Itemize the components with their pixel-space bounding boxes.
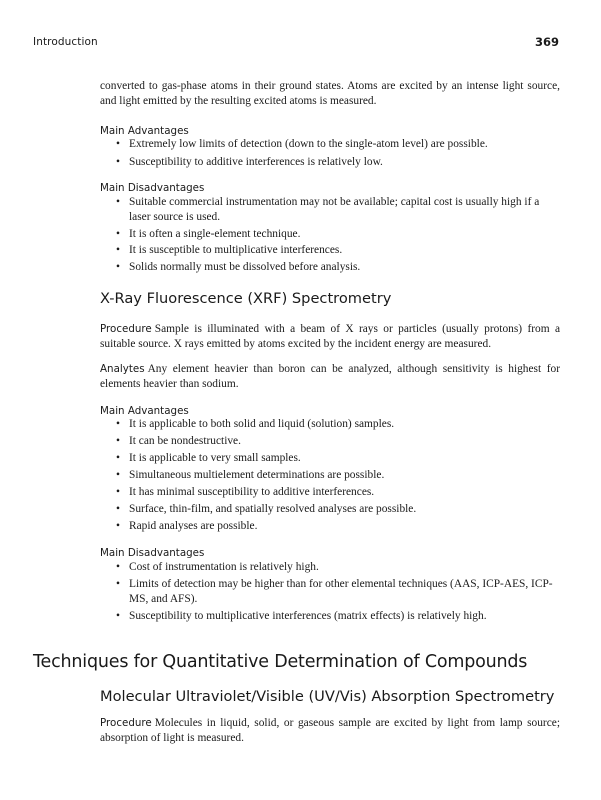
section-heading-compounds: Techniques for Quantitative Determination of Compounds [33, 652, 528, 672]
afs-advantages-label: Main Advantages [100, 125, 189, 137]
uvvis-subheading: Molecular Ultraviolet/Visible (UV/Vis) Absorption Spectrometry [100, 688, 555, 705]
bullet-icon: • [116, 486, 120, 498]
bullet-icon: • [116, 138, 120, 150]
xrf-advantages-label: Main Advantages [100, 405, 189, 417]
page-number: 369 [534, 35, 559, 49]
uvvis-procedure: Procedure Molecules in liquid, solid, or gaseous sample are excited by light from lamp source; absorption of light is measured. [100, 717, 560, 744]
bullet-icon: • [116, 561, 120, 573]
bullet-icon: • [116, 520, 120, 532]
xrf-analytes-label: Analytes [100, 363, 145, 375]
afs-disadvantages-label: Main Disadvantages [100, 182, 205, 194]
bullet-icon: • [116, 156, 120, 168]
bullet-icon: • [116, 435, 120, 447]
bullet-icon: • [116, 610, 120, 622]
xrf-procedure: Procedure Sample is illuminated with a beam of X rays or particles (usually protons) from a suitable source. X rays emitted by atoms excited by the incident energy are measured. [100, 323, 560, 350]
bullet-icon: • [116, 418, 120, 430]
bullet-icon: • [116, 469, 120, 481]
xrf-disadvantages-label: Main Disadvantages [100, 547, 205, 559]
afs-procedure-continued: converted to gas-phase atoms in their ground states. Atoms are excited by an intense light source, and light emitted by the resulting excited atoms is measured. [100, 80, 560, 107]
header-section-title: Introduction [33, 36, 98, 48]
bullet-icon: • [116, 228, 120, 240]
xrf-analytes: Analytes Any element heavier than boron can be analyzed, although sensitivity is highest for elements heavier than sodium. [100, 363, 560, 390]
xrf-heading: X-Ray Fluorescence (XRF) Spectrometry [100, 290, 392, 307]
uvvis-procedure-label: Procedure [100, 717, 152, 729]
bullet-icon: • [116, 196, 120, 208]
bullet-icon: • [116, 244, 120, 256]
bullet-icon: • [116, 578, 120, 590]
xrf-procedure-label: Procedure [100, 323, 152, 335]
bullet-icon: • [116, 503, 120, 515]
running-header [33, 36, 559, 54]
bullet-icon: • [116, 452, 120, 464]
bullet-icon: • [116, 261, 120, 273]
